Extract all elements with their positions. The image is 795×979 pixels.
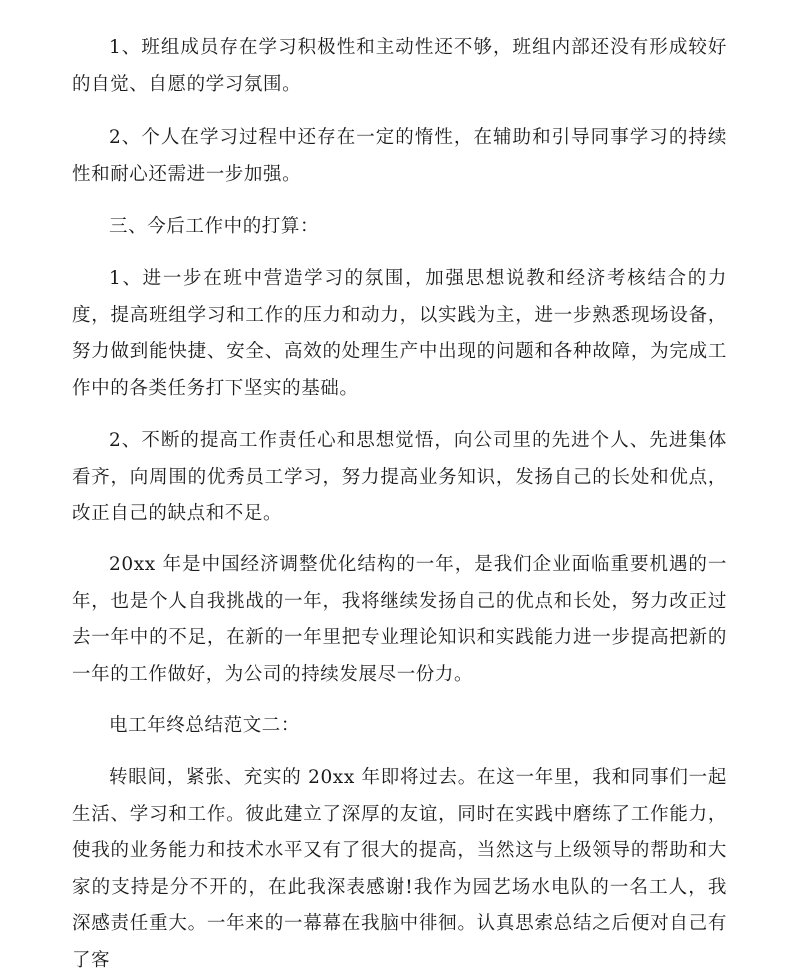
paragraph-issue-1: 1、班组成员存在学习积极性和主动性还不够，班组内部还没有形成较好的自觉、自愿的学习氛围。 xyxy=(72,37,727,95)
sample-heading-2: 电工年终总结范文二： xyxy=(109,715,301,736)
section-heading-plans: 三、今后工作中的打算： xyxy=(109,216,320,237)
paragraph-year-outlook: 20xx 年是中国经济调整优化结构的一年，是我们企业面临重要机遇的一年，也是个人自我挑战的一年，我将继续发扬自己的优点和长处，努力改正过去一年中的不足，在新的一年里把专业理论知识和实践能力进一步提高把新的一年的工作做好，为公司的持续发展尽一份力。 xyxy=(72,554,727,685)
paragraph-issue-2: 2、个人在学习过程中还存在一定的惰性，在辅助和引导同事学习的持续性和耐心还需进一步加强。 xyxy=(72,127,727,185)
paragraph-sample-2-intro: 转眼间，紧张、充实的 20xx 年即将过去。在这一年里，我和同事们一起生活、学习和工作。彼此建立了深厚的友谊，同时在实践中磨练了工作能力，使我的业务能力和技术水平又有了很大的提高，当然这与上级领导的帮助和大家的支持是分不开的，在此我深表感谢!我作为园艺场水电队的一名工人，我深感责任重大。一年来的一幕幕在我脑中徘徊。认真思索总结之后便对自己有了客 xyxy=(72,767,727,971)
paragraph-plan-2: 2、不断的提高工作责任心和思想觉悟，向公司里的先进个人、先进集体看齐，向周围的优秀员工学习，努力提高业务知识，发扬自己的长处和优点，改正自己的缺点和不足。 xyxy=(72,430,727,524)
paragraph-plan-1: 1、进一步在班中营造学习的氛围，加强思想说教和经济考核结合的力度，提高班组学习和工作的压力和动力，以实践为主，进一步熟悉现场设备，努力做到能快捷、安全、高效的处理生产中出现的问题和各种故障，为完成工作中的各类任务打下坚实的基础。 xyxy=(72,268,727,399)
